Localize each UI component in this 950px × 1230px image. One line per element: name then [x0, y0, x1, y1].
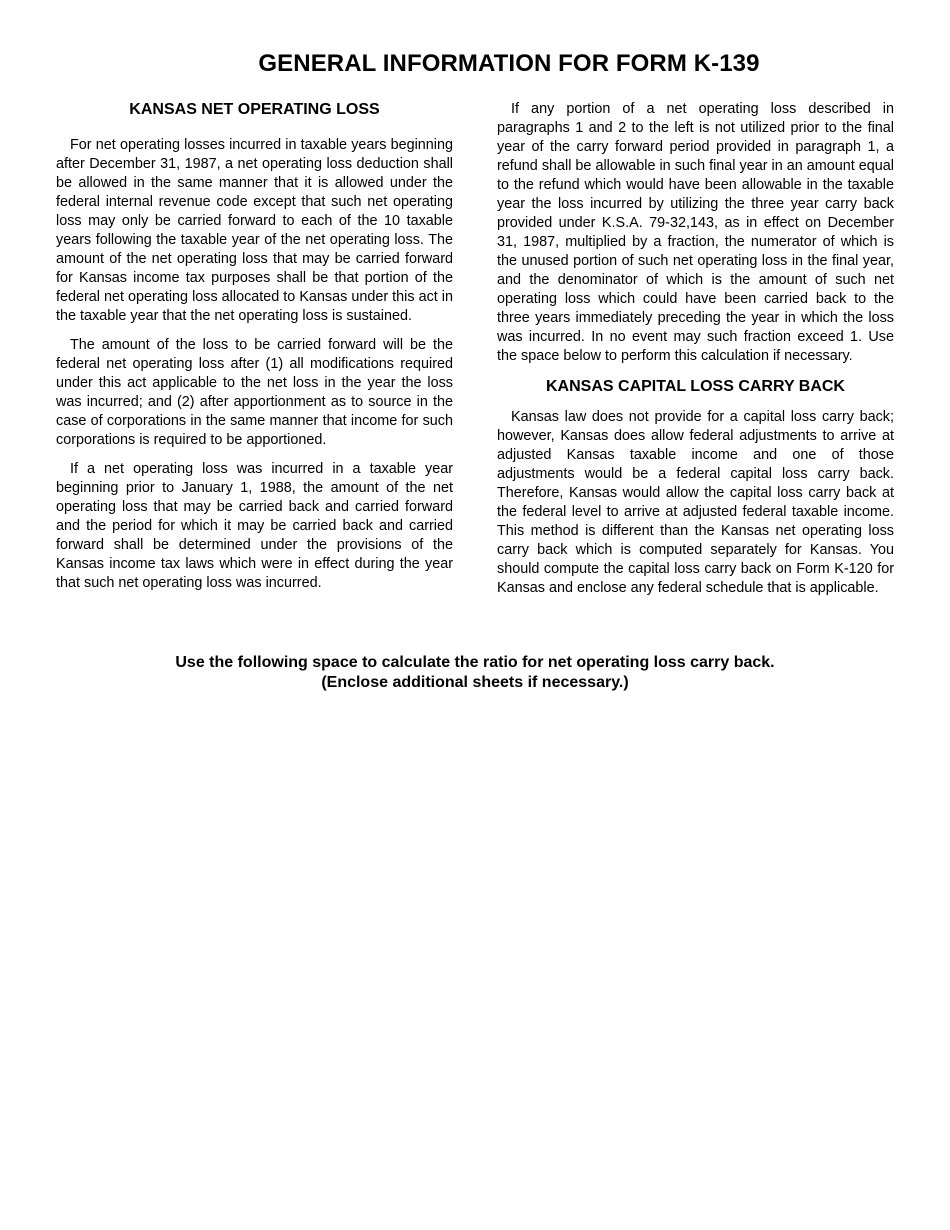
nol-paragraph-1: For net operating losses incurred in taxable years beginning after December 31, 1987, a net operating loss deduction shall be allowed in the same manner that it is allowed under the federal internal revenue code except that such net operating loss may only be carried forward to each of the 10 taxable years following the taxable year of the net operating loss. The amount of the net operating loss that may be carried forward for Kansas income tax purposes shall be that portion of the federal net operating loss allocated to Kansas under this act in the taxable year that the net operating loss is sustained.	[56, 137, 453, 324]
capital-loss-paragraph: Kansas law does not provide for a capital loss carry back; however, Kansas does allow federal adjustments to arrive at adjusted Kansas taxable income and one of those adjustments would be a federal capital loss carry back. Therefore, Kansas would allow the capital loss carry back at the federal level to arrive at adjusted federal taxable income. This method is different than the Kansas net operating loss carry back which is computed separately for Kansas. You should compute the capital loss carry back on Form K-120 for Kansas and enclose any federal schedule that is applicable.	[497, 409, 894, 596]
nol-paragraph-3: If a net operating loss was incurred in a taxable year beginning prior to January 1, 1988, the amount of the net operating loss that may be carried back and carried forward and the period for which it may be carried back and carried forward shall be determined under the provisions of the Kansas income tax laws which were in effect during the year that such net operating loss was incurred.	[56, 461, 453, 591]
calculation-instruction-line-1: Use the following space to calculate the ratio for net operating loss carry back.	[175, 654, 775, 671]
calculation-instructions	[0, 653, 950, 693]
left-column	[56, 100, 453, 603]
capital-loss-heading: KANSAS CAPITAL LOSS CARRY BACK	[546, 378, 845, 395]
calculation-space[interactable]	[56, 710, 894, 1190]
carry-forward-refund-paragraph: If any portion of a net operating loss described in paragraphs 1 and 2 to the left is not utilized prior to the final year of the carry forward period provided in paragraph 1, a refund shall be allowable in such final year in an amount equal to the refund which would have been allowable in the taxable year the loss incurred by utilizing the three year carry back provided under K.S.A. 79-32,143, as in effect on December 31, 1987, multiplied by a fraction, the numerator of which is the unused portion of such net operating loss in the final year, and the denominator of which is the amount of such net operating loss which could have been carried back to the three years immediately preceding the year in which the loss was incurred. In no event may such fraction exceed 1. Use the space below to perform this calculation if necessary.	[497, 101, 894, 364]
nol-paragraph-2: The amount of the loss to be carried forward will be the federal net operating loss after (1) all modifications required under this act applicable to the net loss in the year the loss was incurred; and (2) after apportionment as to source in the case of corporations in the same manner that income for such corporations is required to be apportioned.	[56, 337, 453, 448]
calculation-instruction-line-2: (Enclose additional sheets if necessary.)	[321, 674, 629, 691]
net-operating-loss-heading: KANSAS NET OPERATING LOSS	[129, 101, 380, 118]
page-title: GENERAL INFORMATION FOR FORM K-139	[258, 50, 760, 77]
right-column	[497, 100, 894, 608]
